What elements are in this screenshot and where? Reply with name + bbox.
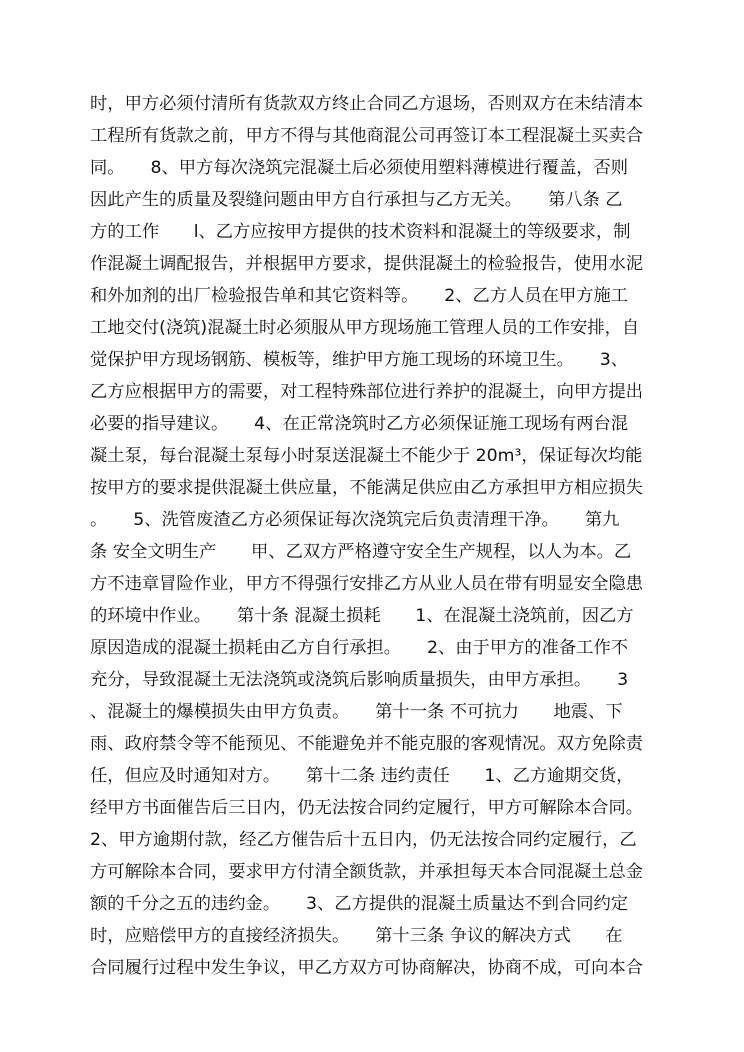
text-line: 方不违章冒险作业，甲方不得强行安排乙方从业人员在带有明显安全隐患 bbox=[90, 574, 644, 594]
text-line: 、混凝土的爆模损失由甲方负责。 第十一条 不可抗力 地震、下 bbox=[90, 702, 623, 722]
contract-text-body bbox=[90, 88, 660, 984]
text-line: 工程所有货款之前，甲方不得与其他商混公司再签订本工程混凝土买卖合 bbox=[90, 126, 644, 146]
text-line: 觉保护甲方现场钢筋、模板等，维护甲方施工现场的环境卫生。 3、 bbox=[90, 350, 629, 370]
text-line: 按甲方的要求提供混凝土供应量，不能满足供应由乙方承担甲方相应损失 bbox=[90, 478, 644, 498]
text-line: 作混凝土调配报告，并根据甲方要求，提供混凝土的检验报告，使用水泥 bbox=[90, 254, 644, 274]
text-line: 时，甲方必须付清所有货款双方终止合同乙方退场，否则双方在未结清本 bbox=[90, 94, 644, 114]
text-line: 充分，导致混凝土无法浇筑或浇筑后影响质量损失，由甲方承担。 3 bbox=[90, 670, 629, 690]
text-line: 凝土泵，每台混凝土泵每小时泵送混凝土不能少于 20m³，保证每次均能 bbox=[90, 446, 643, 466]
text-line: 同。 8、甲方每次浇筑完混凝土后必须使用塑料薄模进行覆盖，否则 bbox=[90, 158, 629, 178]
text-line: 和外加剂的出厂检验报告单和其它资料等。 2、乙方人员在甲方施工 bbox=[90, 286, 629, 306]
text-line: 2、甲方逾期付款，经乙方催告后十五日内，仍无法按合同约定履行，乙 bbox=[90, 830, 637, 850]
text-line: 方的工作 l、乙方应按甲方提供的技术资料和混凝土的等级要求，制 bbox=[90, 222, 631, 242]
text-line: 必要的指导建议。 4、在正常浇筑时乙方必须保证施工现场有两台混 bbox=[90, 414, 629, 434]
text-line: 时，应赔偿甲方的直接经济损失。 第十三条 争议的解决方式 在 bbox=[90, 926, 623, 946]
text-line: 的环境中作业。 第十条 混凝土损耗 1、在混凝土浇筑前，因乙方 bbox=[90, 606, 634, 626]
text-line: 合同履行过程中发生争议，甲乙方双方可协商解决，协商不成，可向本合 bbox=[90, 958, 644, 978]
text-line: 额的千分之五的违约金。 3、乙方提供的混凝土质量达不到合同约定 bbox=[90, 894, 629, 914]
text-line: 经甲方书面催告后三日内，仍无法按合同约定履行，甲方可解除本合同。 bbox=[90, 798, 644, 818]
text-line: 乙方应根据甲方的需要，对工程特殊部位进行养护的混凝土，向甲方提出 bbox=[90, 382, 644, 402]
text-line: 方可解除本合同，要求甲方付清全额货款，并承担每天本合同混凝土总金 bbox=[90, 862, 644, 882]
text-line: 雨、政府禁令等不能预见、不能避免并不能克服的客观情况。双方免除责 bbox=[90, 734, 644, 754]
text-line: 因此产生的质量及裂缝问题由甲方自行承担与乙方无关。 第八条 乙 bbox=[90, 190, 623, 210]
text-line: 条 安全文明生产 甲、乙双方严格遵守安全生产规程，以人为本。乙 bbox=[90, 542, 632, 562]
text-line: 原因造成的混凝土损耗由乙方自行承担。 2、由于甲方的准备工作不 bbox=[90, 638, 629, 658]
text-line: 。 5、洗管废渣乙方必须保证每次浇筑完后负责清理干净。 第九 bbox=[90, 510, 620, 530]
text-line: 工地交付(浇筑)混凝土时必须服从甲方现场施工管理人员的工作安排，自 bbox=[90, 318, 640, 338]
text-line: 任，但应及时通知对方。 第十二条 违约责任 1、乙方逾期交货， bbox=[90, 766, 634, 786]
